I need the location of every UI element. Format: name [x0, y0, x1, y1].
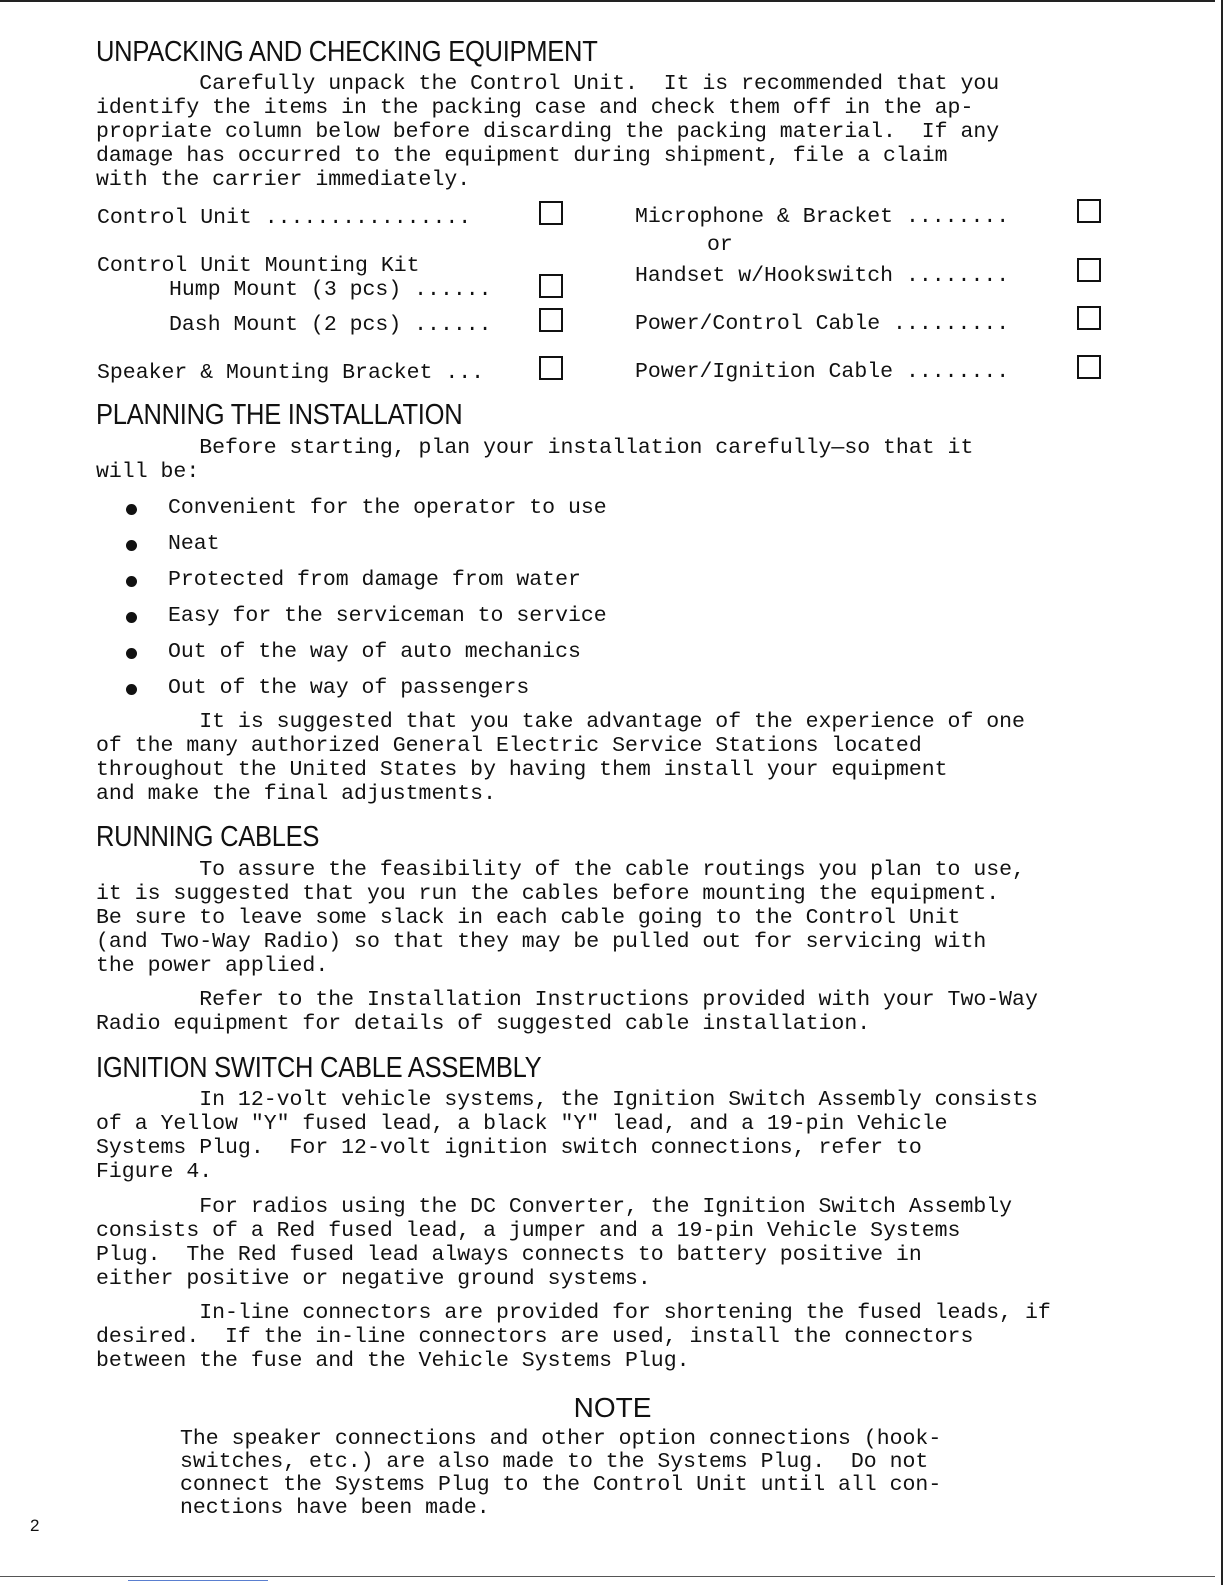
checklist-item-microphone: Microphone & Bracket ........ — [635, 205, 1010, 229]
checklist-or: or — [707, 233, 733, 257]
heading-planning: PLANNING THE INSTALLATION — [96, 399, 463, 431]
list-item: Out of the way of passengers — [126, 676, 607, 712]
paragraph-unpacking-intro: Carefully unpack the Control Unit. It is recommended that you identify the items in the packing case and check them off in the ap- propriate column below before discarding the packing material. If any damage has occurred to the equipment during shipment, file a claim with the carrier immediately. — [96, 72, 1000, 192]
page-number: 2 — [30, 1516, 40, 1535]
paragraph-running-2: Refer to the Installation Instructions provided with your Two-Way Radio equipment for details of suggested cable installation. — [96, 988, 1038, 1036]
checklist-item-handset: Handset w/Hookswitch ........ — [635, 264, 1010, 288]
checklist-item-power-control-cable: Power/Control Cable ......... — [635, 312, 1010, 336]
list-item: Easy for the serviceman to service — [126, 604, 607, 640]
bullet-icon — [126, 612, 137, 623]
checklist-item-mounting-kit: Control Unit Mounting Kit — [97, 254, 420, 278]
checkbox-microphone[interactable] — [1077, 199, 1101, 223]
paragraph-ignition-2: For radios using the DC Converter, the Ignition Switch Assembly consists of a Red fused lead, a jumper and a 19-pin Vehicle Systems Plug. The Red fused lead always connects to battery positive in either positive or negative ground systems. — [96, 1195, 1013, 1291]
checkbox-dash-mount[interactable] — [539, 308, 563, 332]
paragraph-ignition-1: In 12-volt vehicle systems, the Ignition Switch Assembly consists of a Yellow "Y" fused lead, a black "Y" lead, and a 19-pin Vehicle Systems Plug. For 12-volt ignition switch connections, refer to Figure 4. — [96, 1088, 1038, 1184]
page-edge-mark — [128, 1580, 268, 1581]
bullet-icon — [126, 576, 137, 587]
bullet-icon — [126, 684, 137, 695]
checklist-item-power-ignition-cable: Power/Ignition Cable ........ — [635, 360, 1010, 384]
checkbox-speaker[interactable] — [539, 356, 563, 380]
paragraph-planning-intro: Before starting, plan your installation carefully—so that it will be: — [96, 436, 974, 484]
paragraph-running-1: To assure the feasibility of the cable routings you plan to use, it is suggested that you run the cables before mounting the equipment. Be sure to leave some slack in each cable going to the Control Unit (and Two-Way Radio) so that they may be pulled out for servicing with the power applied. — [96, 858, 1025, 978]
heading-running-cables: RUNNING CABLES — [96, 821, 320, 853]
bullet-icon — [126, 540, 137, 551]
paragraph-planning-closing: It is suggested that you take advantage of the experience of one of the many authorized General Electric Service Stations located throughout the United States by having them install your equipment and make the final adjustments. — [96, 710, 1025, 806]
list-item: Out of the way of auto mechanics — [126, 640, 607, 676]
heading-unpacking: UNPACKING AND CHECKING EQUIPMENT — [96, 36, 598, 68]
note-body: The speaker connections and other option connections (hook- switches, etc.) are also made to the Systems Plug. Do not connect the Systems Plug to the Control Unit until all con- nections have been made. — [180, 1427, 942, 1520]
checkbox-power-control-cable[interactable] — [1077, 306, 1101, 330]
checklist-item-speaker: Speaker & Mounting Bracket ... — [97, 361, 485, 385]
list-item: Neat — [126, 532, 607, 568]
checkbox-power-ignition-cable[interactable] — [1077, 355, 1101, 379]
list-item: Convenient for the operator to use — [126, 496, 607, 532]
note-title: NOTE — [573, 1392, 652, 1423]
list-item: Protected from damage from water — [126, 568, 607, 604]
bullet-icon — [126, 504, 137, 515]
planning-bullet-list — [126, 496, 607, 712]
page-edge-top — [0, 0, 1225, 2]
checklist-item-control-unit: Control Unit ................ — [97, 206, 472, 230]
page-edge-right — [1215, 0, 1225, 1585]
checkbox-handset[interactable] — [1077, 258, 1101, 282]
checkbox-control-unit[interactable] — [539, 201, 563, 225]
checklist-item-dash-mount: Dash Mount (2 pcs) ...... — [169, 313, 492, 337]
heading-ignition: IGNITION SWITCH CABLE ASSEMBLY — [96, 1052, 542, 1084]
bullet-icon — [126, 648, 137, 659]
page-edge-bottom — [0, 1576, 1215, 1577]
paragraph-ignition-3: In-line connectors are provided for shortening the fused leads, if desired. If the in-line connectors are used, install the connectors between the fuse and the Vehicle Systems Plug. — [96, 1301, 1051, 1373]
checklist-item-hump-mount: Hump Mount (3 pcs) ...... — [169, 278, 492, 302]
checkbox-hump-mount[interactable] — [539, 274, 563, 298]
